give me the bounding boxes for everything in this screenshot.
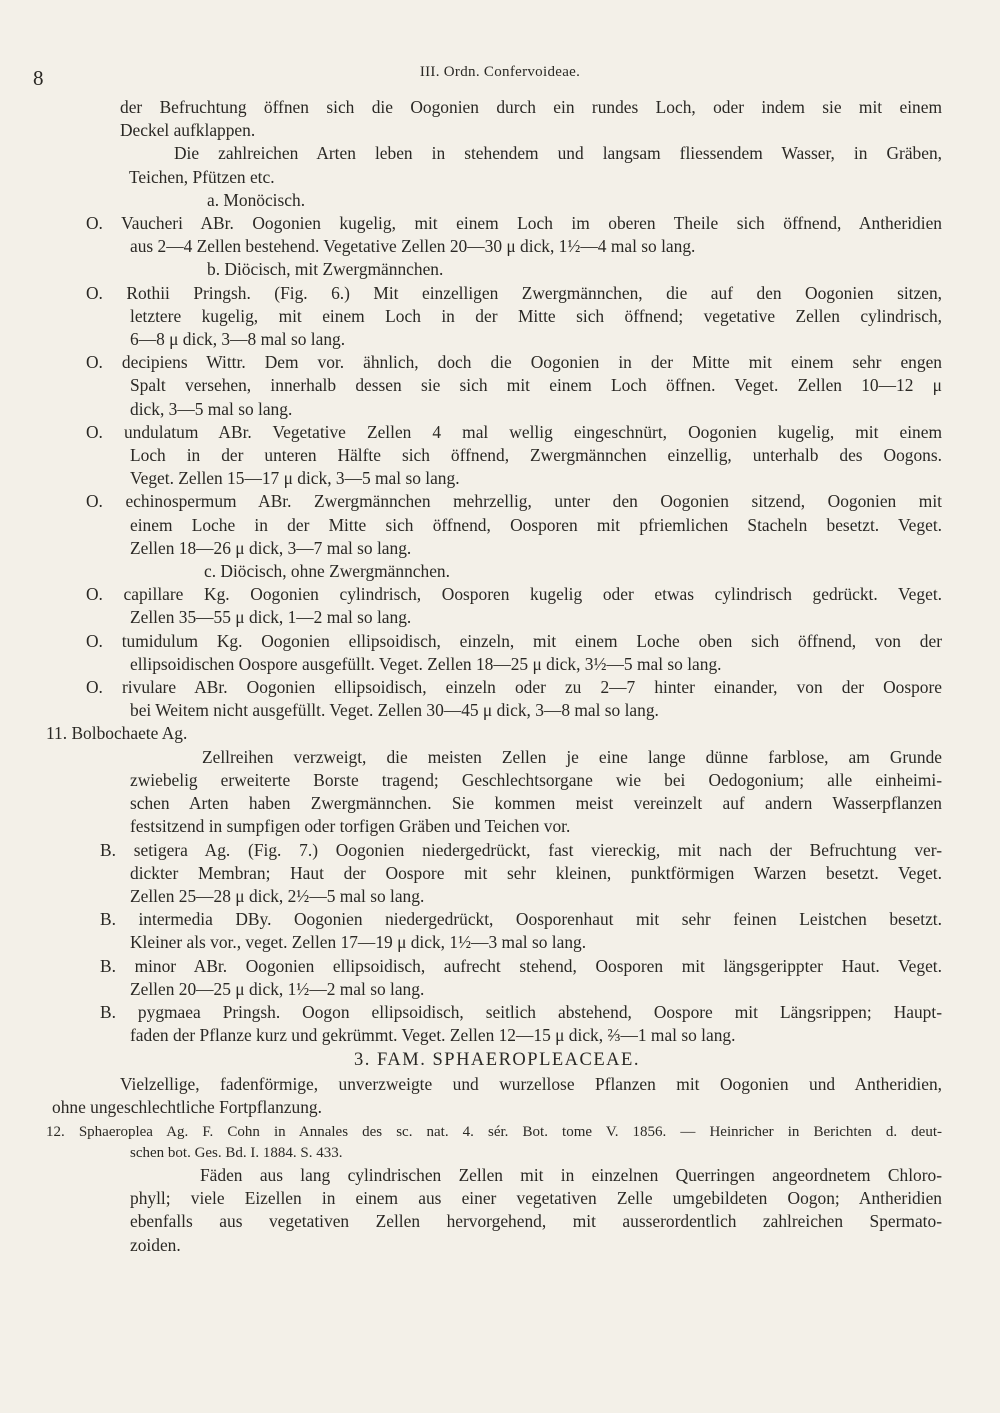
family-heading: 3. FAM. SPHAEROPLEACEAE. (354, 1050, 640, 1071)
text-line: zoiden. (130, 1234, 181, 1255)
species-entry: O. capillare Kg. Oogonien cylindrisch, Oosporen kugelig oder etwas cylindrisch gedrückt. Veget. (86, 584, 942, 605)
genus-heading: 11. Bolbochaete Ag. (46, 723, 188, 744)
text-line: Spalt versehen, innerhalb dessen sie sich mit einem Loch öffnen. Veget. Zellen 10—12 μ (130, 375, 942, 396)
text-line: Kleiner als vor., veget. Zellen 17—19 μ dick, 1½—3 mal so lang. (130, 932, 587, 953)
genus-reference: 12. Sphaeroplea Ag. F. Cohn in Annales des sc. nat. 4. sér. Bot. tome V. 1856. — Heinricher in Berichten d. deut- (46, 1123, 942, 1140)
text-line: schen bot. Ges. Bd. I. 1884. S. 433. (130, 1144, 343, 1161)
species-entry: O. decipiens Wittr. Dem vor. ähnlich, doch die Oogonien in der Mitte mit einem sehr engen (86, 352, 942, 373)
text-line: Vielzellige, fadenförmige, unverzweigte und wurzellose Pflanzen mit Oogonien und Antheridien, (120, 1073, 942, 1094)
text-line: faden der Pflanze kurz und gekrümmt. Veget. Zellen 12—15 μ dick, ⅔—1 mal so lang. (130, 1025, 736, 1046)
text-line: festsitzend in sumpfigen oder torfigen Gräben und Teichen vor. (130, 816, 571, 837)
text-line: Zellreihen verzweigt, die meisten Zellen je eine lange dünne farblose, am Grunde (202, 746, 942, 767)
species-entry: O. Vaucheri ABr. Oogonien kugelig, mit einem Loch im oberen Theile sich öffnend, Antheridien (86, 213, 942, 234)
text-line: bei Weitem nicht ausgefüllt. Veget. Zellen 30—45 μ dick, 3—8 mal so lang. (130, 700, 659, 721)
text-line: einem Loche in der Mitte sich öffnend, Oosporen mit pfriemlichen Stacheln besetzt. Veget. (130, 514, 942, 535)
text-line: phyll; viele Eizellen in einem aus einer vegetativen Zelle umgebildeten Oogon; Antheridien (130, 1188, 942, 1209)
species-entry: O. echinospermum ABr. Zwergmännchen mehrzellig, unter den Oogonien sitzend, Oogonien mit (86, 491, 942, 512)
text-line: dick, 3—5 mal so lang. (130, 398, 293, 419)
text-line: dickter Membran; Haut der Oospore mit sehr kleinen, punktförmigen Warzen besetzt. Veget. (130, 862, 942, 883)
species-entry: O. Rothii Pringsh. (Fig. 6.) Mit einzelligen Zwergmännchen, die auf den Oogonien sitzen, (86, 282, 942, 303)
text-line: der Befruchtung öffnen sich die Oogonien durch ein rundes Loch, oder indem sie mit einem (120, 97, 942, 117)
text-line: Die zahlreichen Arten leben in stehendem und langsam fliessendem Wasser, in Gräben, (174, 143, 942, 164)
species-entry: O. tumidulum Kg. Oogonien ellipsoidisch, einzeln, mit einem Loche oben sich öffnend, von der (86, 630, 942, 651)
page-body (46, 96, 942, 1257)
text-line: Fäden aus lang cylindrischen Zellen mit in einzelnen Querringen angeordnetem Chloro- (200, 1164, 942, 1185)
text-line: Loch in der unteren Hälfte sich öffnend, Zwergmännchen einzellig, unterhalb des Oogons. (130, 445, 942, 466)
text-line: 6—8 μ dick, 3—8 mal so lang. (130, 329, 346, 350)
species-entry: B. setigera Ag. (Fig. 7.) Oogonien niedergedrückt, fast viereckig, mit nach der Befruchtung ver- (100, 839, 942, 860)
page-number: 8 (33, 66, 44, 90)
text-line: Deckel aufklappen. (120, 120, 256, 141)
text-line: ebenfalls aus vegetativen Zellen hervorgehend, mit ausserordentlich zahlreichen Spermato- (130, 1211, 942, 1232)
species-entry: O. rivulare ABr. Oogonien ellipsoidisch, einzeln oder zu 2—7 hinter einander, von der Oospore (86, 677, 942, 698)
species-entry: B. pygmaea Pringsh. Oogon ellipsoidisch, seitlich abstehend, Oospore mit Längsrippen; Haupt- (100, 1001, 942, 1022)
species-entry: O. undulatum ABr. Vegetative Zellen 4 mal wellig eingeschnürt, Oogonien kugelig, mit einem (86, 421, 942, 442)
text-line: zwiebelig erweiterte Borste tragend; Geschlechtsorgane wie bei Oedogonium; alle einheimi- (130, 769, 942, 790)
text-line: Zellen 20—25 μ dick, 1½—2 mal so lang. (130, 978, 425, 999)
text-line: ohne ungeschlechtliche Fortpflanzung. (52, 1096, 322, 1117)
text-line: schen Arten haben Zwergmännchen. Sie kommen meist vereinzelt auf andern Wasserpflanzen (130, 793, 942, 814)
text-line: Zellen 25—28 μ dick, 2½—5 mal so lang. (130, 885, 425, 906)
text-line: Teichen, Pfützen etc. (129, 166, 275, 187)
subsection-heading: c. Diöcisch, ohne Zwergmännchen. (204, 561, 450, 582)
species-entry: B. intermedia DBy. Oogonien niedergedrückt, Oosporenhaut mit sehr feinen Leistchen besetzt. (100, 909, 942, 930)
text-line: letztere kugelig, mit einem Loch in der Mitte sich öffnend; vegetative Zellen cylindrisch, (130, 305, 942, 326)
species-entry: B. minor ABr. Oogonien ellipsoidisch, aufrecht stehend, Oosporen mit längsgerippter Haut. Veget. (100, 955, 942, 976)
subsection-heading: a. Monöcisch. (207, 189, 306, 210)
text-line: aus 2—4 Zellen bestehend. Vegetative Zellen 20—30 μ dick, 1½—4 mal so lang. (130, 236, 696, 257)
subsection-heading: b. Diöcisch, mit Zwergmännchen. (207, 259, 444, 280)
text-line: Zellen 18—26 μ dick, 3—7 mal so lang. (130, 537, 412, 558)
text-line: Veget. Zellen 15—17 μ dick, 3—5 mal so lang. (130, 468, 460, 489)
text-line: Zellen 35—55 μ dick, 1—2 mal so lang. (130, 607, 412, 628)
running-head: III. Ordn. Confervoideae. (419, 64, 581, 80)
text-line: ellipsoidischen Oospore ausgefüllt. Veget. Zellen 18—25 μ dick, 3½—5 mal so lang. (130, 653, 722, 674)
